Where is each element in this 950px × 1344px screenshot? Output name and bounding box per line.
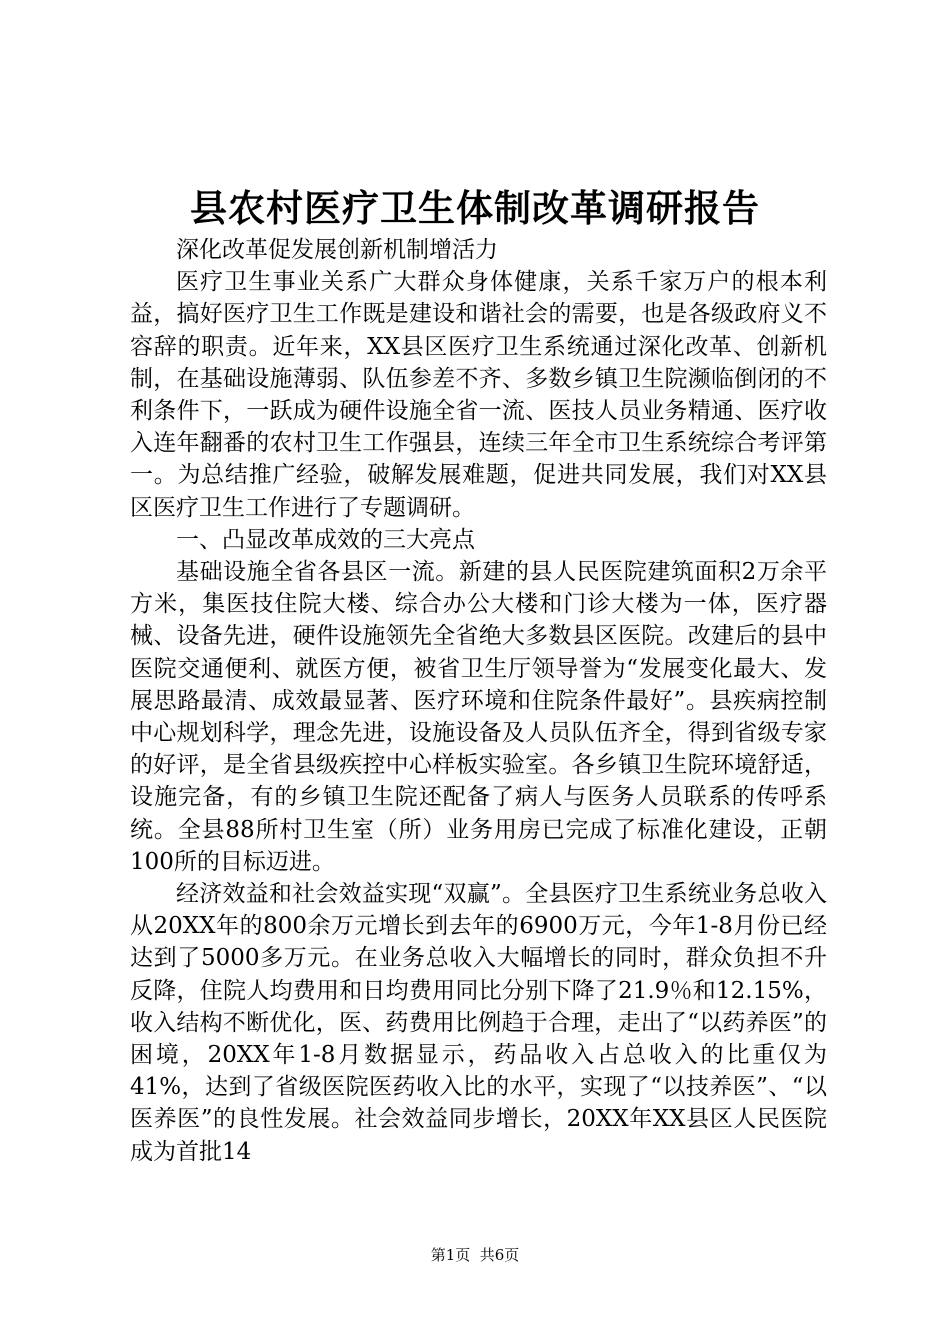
intro-paragraph: 医疗卫生事业关系广大群众身体健康，关系千家万户的根本利益，搞好医疗卫生工作既是建设和谐社会的需要，也是各级政府义不容辞的职责。近年来，XX县区医疗卫生系统通过深化改革、创新机制，在基础设施薄弱、队伍参差不齐、多数乡镇卫生院濒临倒闭的不利条件下，一跃成为硬件设施全省一流、医技人员业务精通、医疗收入连年翻番的农村卫生工作强县，连续三年全市卫生系统综合考评第一。为总结推广经验，破解发展难题，促进共同发展，我们对XX县区医疗卫生工作进行了专题调研。 [130,269,827,521]
document-body [130,234,827,1168]
benefits-paragraph: 经济效益和社会效益实现“双赢”。全县医疗卫生系统业务总收入从20XX年的800余万元增长到去年的6900万元，今年1-8月份已经达到了5000多万元。在业务总收入大幅增长的同时，群众负担不升反降，住院人均费用和日均费用同比分别下降了21.9％和12.15%，收入结构不断优化，医、药费用比例趋于合理，走出了“以药养医”的困境，20XX年1-8月数据显示，药品收入占总收入的比重仅为41%，达到了省级医院医药收入比的水平，实现了“以技养医”、“以医养医”的良性发展。社会效益同步增长，20XX年XX县区人民医院成为首批14 [130,881,827,1165]
infrastructure-paragraph: 基础设施全省各县区一流。新建的县人民医院建筑面积2万余平方米，集医技住院大楼、综合办公大楼和门诊大楼为一体，医疗器械、设备先进，硬件设施领先全省绝大多数县区医院。改建后的县中医院交通便利、就医方便，被省卫生厅领导誉为“发展变化最大、发展思路最清、成效最显著、医疗环境和住院条件最好”。县疾病控制中心规划科学，理念先进，设施设备及人员队伍齐全，得到省级专家的好评，是全省县级疾控中心样板实验室。各乡镇卫生院环境舒适，设施完备，有的乡镇卫生院还配备了病人与医务人员联系的传呼系统。全县88所村卫生室（所）业务用房已完成了标准化建设，正朝100所的目标迈进。 [130,559,827,875]
section-heading: 一、凸显改革成效的三大亮点 [176,526,475,553]
page-number: 第1页 共6页 [430,1246,520,1264]
subtitle-paragraph: 深化改革促发展创新机制增活力 [176,237,498,263]
page-footer [0,1245,950,1265]
document-title: 县农村医疗卫生体制改革调研报告 [190,186,760,230]
